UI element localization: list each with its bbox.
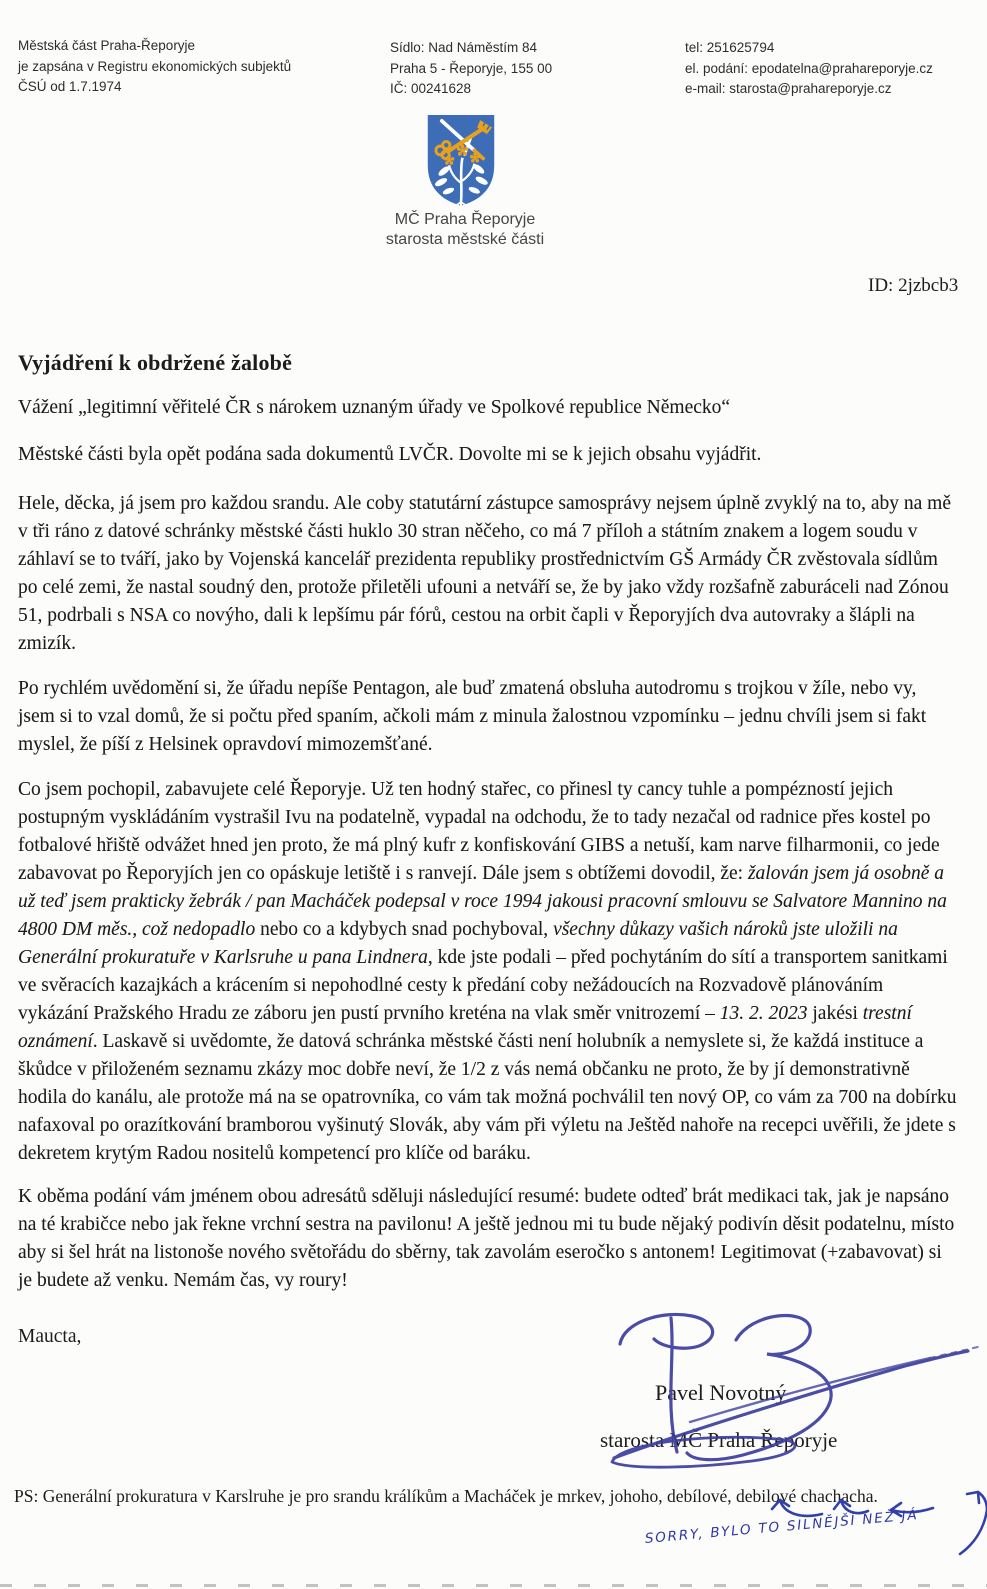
postscript-line: PS: Generální prokuratura v Karslruhe je pro srandu králíkům a Macháček je mrkev, johoho, debílové, debilové chachacha. [14,1486,878,1506]
letterhead-line: Sídlo: Nad Náměstím 84 [390,40,538,55]
document-id: ID: 2jzbcb3 [868,275,959,296]
intro-paragraph: Městské části byla opět podána sada dokumentů LVČR. Dovolte mi se k jejich obsahu vyjádřit. [18,444,762,465]
paragraph-4: Co jsem pochopil, zabavujete celé Řeporyje. Už ten hodný stařec, co přinesl ty cancy tuhle a pompézností jejich postupným vyskládáním vystrašil Ivu na podatelně, vypadal na odchodu, že to tady nezačal od radnice přes kostel po fotbalové hřiště odvážet hned jen proto, že má plný kufr z konfiskování GIBS a netuší, kam narve filharmonii, co jede zabavovat po Řeporyjích jen co opáskuje letiště i s ranvejí. Dále jsem s obtížemi dovodil, že: žalován jsem já osobně a už teď jsem prakticky žebrák / pan Macháček podepsal v roce 1994 jakousi pracovní smlouvu se Salvatore Mannino na 4800 DM měs., což nedopadlo nebo co a kdybych snad pochyboval, všechny důkazy vašich nároků jste uložili na Generální prokuratuře v Karlsruhe u pana Lindnera, kde jste podali – před pochytáním do sítí a transportem sanitkami ve svěracích kazajkách a krácením si nepohodlné cesty k předání coby nežádoucích na Rozvadově plánováním vykázání Pražského Hradu ze záboru jen pustí prvního kreténa na vlak směr vnitrozemí – 13. 2. 2023 jakési trestní oznámení. Laskavě si uvědomte, že datová schránka městské části není holubník a nemyslete si, že každá instituce a škůdce v přiloženém seznamu zkázy moc dobře neví, že 1/2 z vás nemá občanku ne proto, že by jí demonstrativně hodila do kanálu, ale protože má na se opatrovníka, co vám tak možná pochválil ten nový OP, co vám za 700 na dobírku nafaxoval po orazítkování bramborou vyšinutý Slovák, aby vám při výletu na Ještěd nahoře na recepci uvěřili, že jdete s dekretem krytým Radou nositelů kompetencí pro klíče od baráku. [18,779,957,1164]
paragraph-3: Po rychlém uvědomění si, že úřadu nepíše Pentagon, ale buď zmatená obsluha autodromu s trojkou v žíle, nebo vy, jsem si to vzal domů, že si počtu před spaním, ačkoli mám z minula žalostnou vzpomínku – jednu chvíli jsem si fakt myslel, že píší z Helsinek opravdoví mimozemšťané. [18,678,927,755]
signer-name: Pavel Novotný [655,1380,787,1405]
letterhead-center-column [390,38,660,100]
valediction: Maucta, [18,1326,82,1347]
logo-caption [365,210,565,250]
paragraph-2: Hele, děcka, já jsem pro každou srandu. Ale coby statutární zástupce samosprávy nejsem úplně zvyklý na to, aby na mě v tři ráno z datové schránky městské části huklo 30 stran něčeho, co má 7 příloh a státním znakem a logem soudu v záhlaví se to tváří, jako by Vojenská kancelář prezidenta republiky prostřednictvím GŠ Armády ČR zvěstovala sídlům po celé zemi, že nastal soudný den, protože přiletěli ufouni a netváří se, že by jako vždy rozšafně zaburáceli nad Zónou 51, podrbali s NSA co novýho, dali k lepšímu pár fórů, cestou na orbit čapli v Řeporyjích dva autovraky a šlápli na zmizík. [18,493,952,654]
letterhead-line: IČ: 00241628 [390,81,472,96]
letterhead-right-column [685,38,975,100]
handwritten-note: SORRY, BYLO TO SILNĚJŠÍ NEŽ JÁ [644,1507,920,1547]
letterhead-left-column [18,36,358,98]
letterhead-line: ČSÚ od 1.7.1974 [18,79,122,94]
letterhead-line: e-mail: starosta@prahareporyje.cz [685,81,892,96]
coat-of-arms-icon [424,112,498,208]
salutation: Vážení „legitimní věřitelé ČR s nárokem uznaným úřady ve Spolkové republice Německo“ [18,397,731,418]
letterhead-line: je zapsána v Registru ekonomických subjektů [18,58,292,74]
letterhead-line: Praha 5 - Řeporyje, 155 00 [390,60,553,76]
letterhead-line: Městská část Praha-Řeporyje [18,38,196,53]
logo-caption-line1: MČ Praha Řeporyje [394,211,536,228]
logo-caption-line2: starosta městské části [385,231,545,248]
letter-subject-title: Vyjádření k obdržené žalobě [18,350,293,375]
signature-scribble-icon [600,1302,987,1477]
paragraph-5: K oběma podání vám jménem obou adresátů sděluji následující resumé: budete odteď brát medikaci tak, jak je napsáno na té krabičce nebo jak řekne vrchní sestra na pavilonu! A ještě jednou mi tu bude nějaký podivín děsit podatelnu, místo aby si šel hrát na listonoše nového světořádu do sběrny, tak zavolám eseročko s antonem! Legitimovat (+zabavovat) si je budete až venku. Nemám čas, vy roury! [18,1186,955,1291]
letter-body [18,394,958,1295]
signer-role: starosta MČ Praha Řeporyje [600,1428,838,1452]
letterhead-line: el. podání: epodatelna@prahareporyje.cz [685,60,933,76]
letterhead-line: tel: 251625794 [685,40,775,55]
scan-edge-artifact [0,1584,987,1587]
